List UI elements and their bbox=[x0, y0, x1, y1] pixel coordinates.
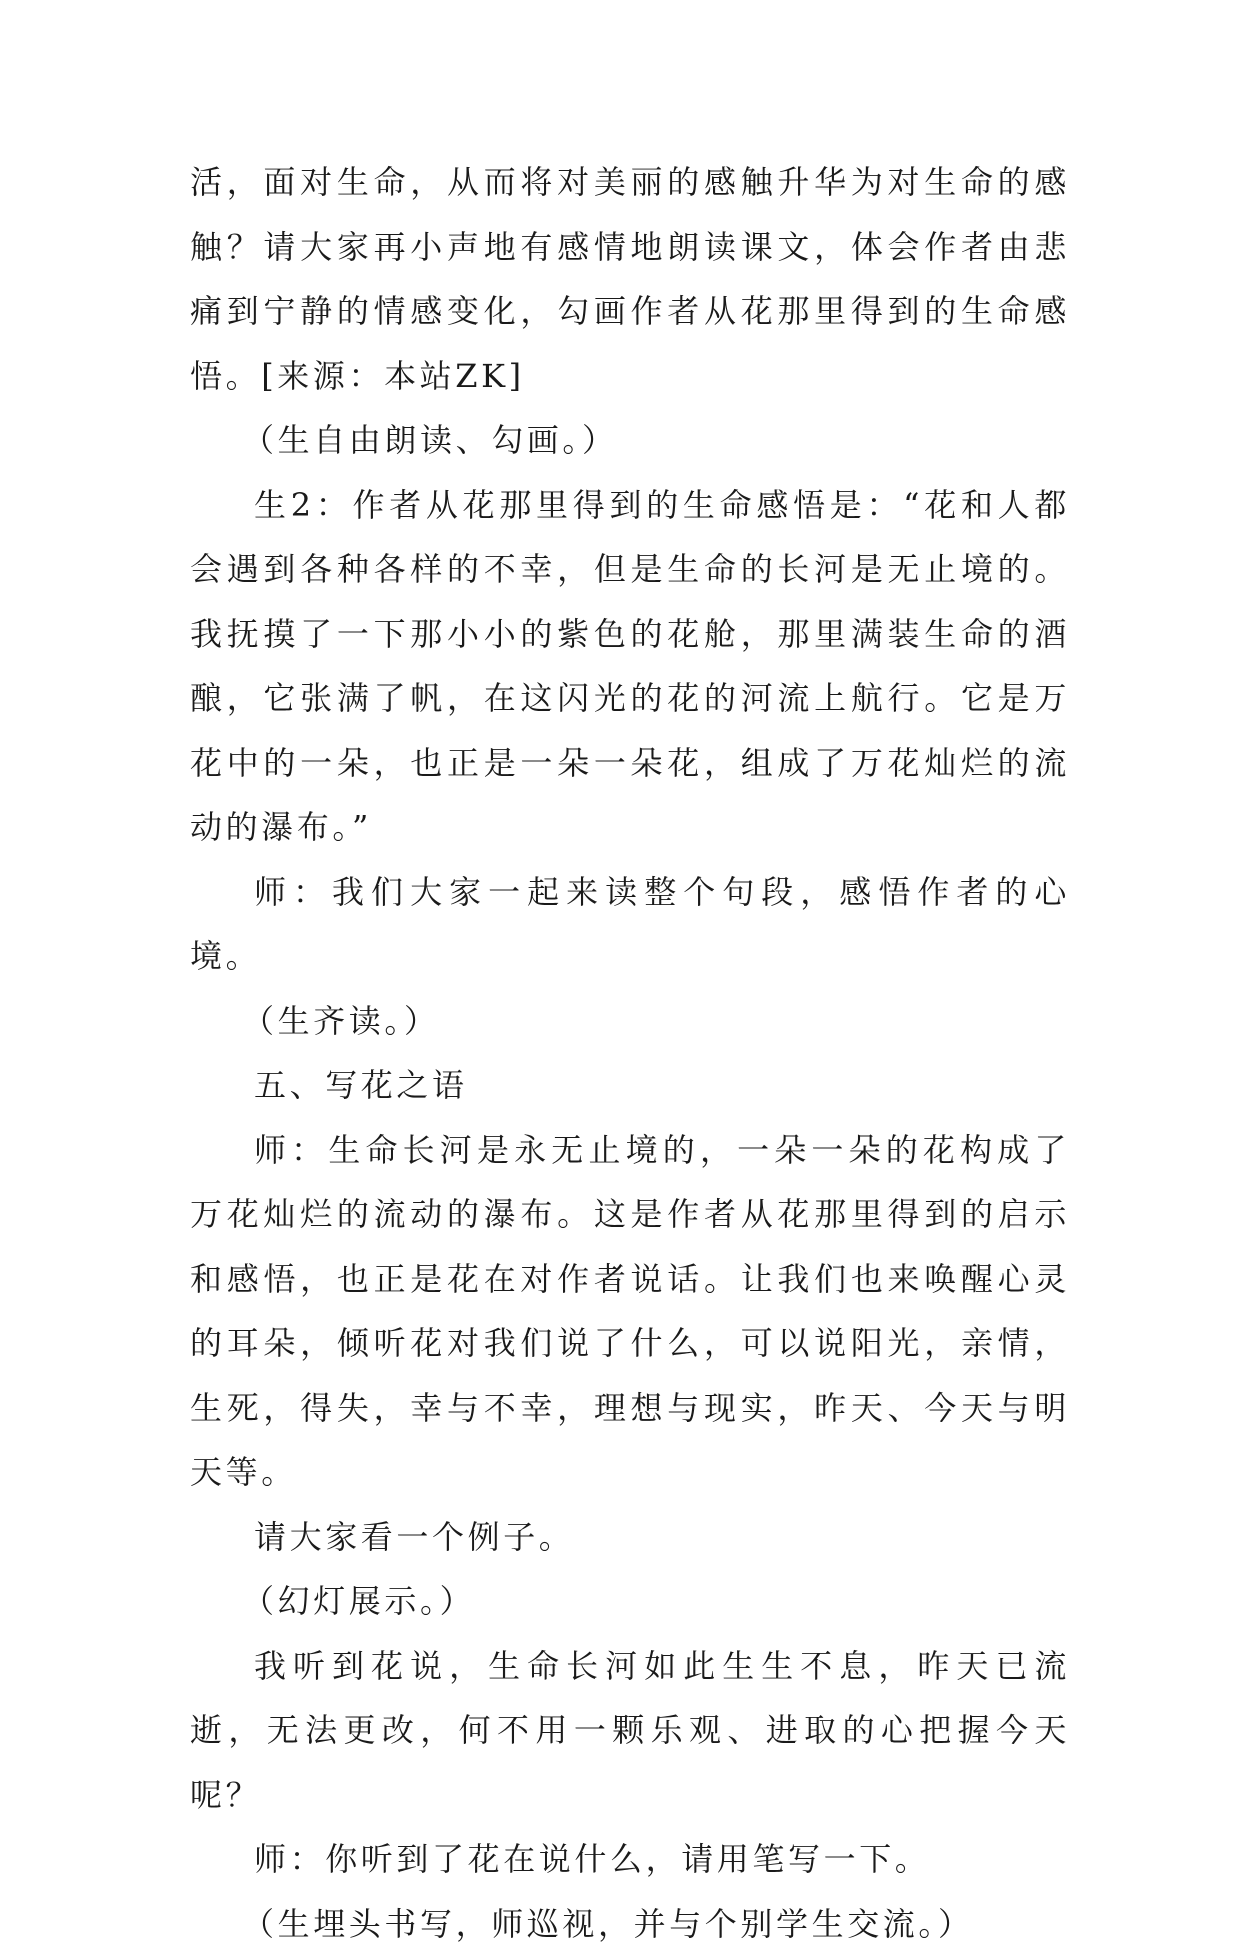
paragraph-teacher-prompt: 请大家看一个例子。 bbox=[190, 1505, 1070, 1570]
paragraph-teacher-instruction: 师：我们大家一起来读整个句段，感悟作者的心境。 bbox=[190, 860, 1070, 989]
paragraph-student-answer: 生2：作者从花那里得到的生命感悟是：“花和人都会遇到各种各样的不幸，但是生命的长河是无止境的。我抚摸了一下那小小的紫色的花舱，那里满装生命的酒酿，它张满了帆，在这闪光的花的河流上航行。它是万花中的一朵，也正是一朵一朵花，组成了万花灿烂的流动的瀑布。” bbox=[190, 473, 1070, 860]
paragraph-teacher-speech: 师：生命长河是永无止境的，一朵一朵的花构成了万花灿烂的流动的瀑布。这是作者从花那里得到的启示和感悟，也正是花在对作者说话。让我们也来唤醒心灵的耳朵，倾听花对我们说了什么，可以说阳光，亲情，生死，得失，幸与不幸，理想与现实，昨天、今天与明天等。 bbox=[190, 1118, 1070, 1505]
paragraph-stage-direction: （生齐读。） bbox=[190, 989, 1070, 1054]
paragraph-stage-direction: （生埋头书写，师巡视，并与个别学生交流。） bbox=[190, 1892, 1070, 1956]
paragraph-stage-direction: （生自由朗读、勾画。） bbox=[190, 408, 1070, 473]
paragraph-example: 我听到花说，生命长河如此生生不息，昨天已流逝，无法更改，何不用一颗乐观、进取的心把握今天呢？ bbox=[190, 1634, 1070, 1828]
section-heading: 五、写花之语 bbox=[190, 1053, 1070, 1118]
document-body bbox=[190, 150, 1070, 1956]
paragraph-stage-direction: （幻灯展示。） bbox=[190, 1569, 1070, 1634]
paragraph-continuation: 活，面对生命，从而将对美丽的感触升华为对生命的感触？请大家再小声地有感情地朗读课文，体会作者由悲痛到宁静的情感变化，勾画作者从花那里得到的生命感悟。[来源：本站ZK] bbox=[190, 150, 1070, 408]
paragraph-teacher-instruction: 师：你听到了花在说什么，请用笔写一下。 bbox=[190, 1827, 1070, 1892]
